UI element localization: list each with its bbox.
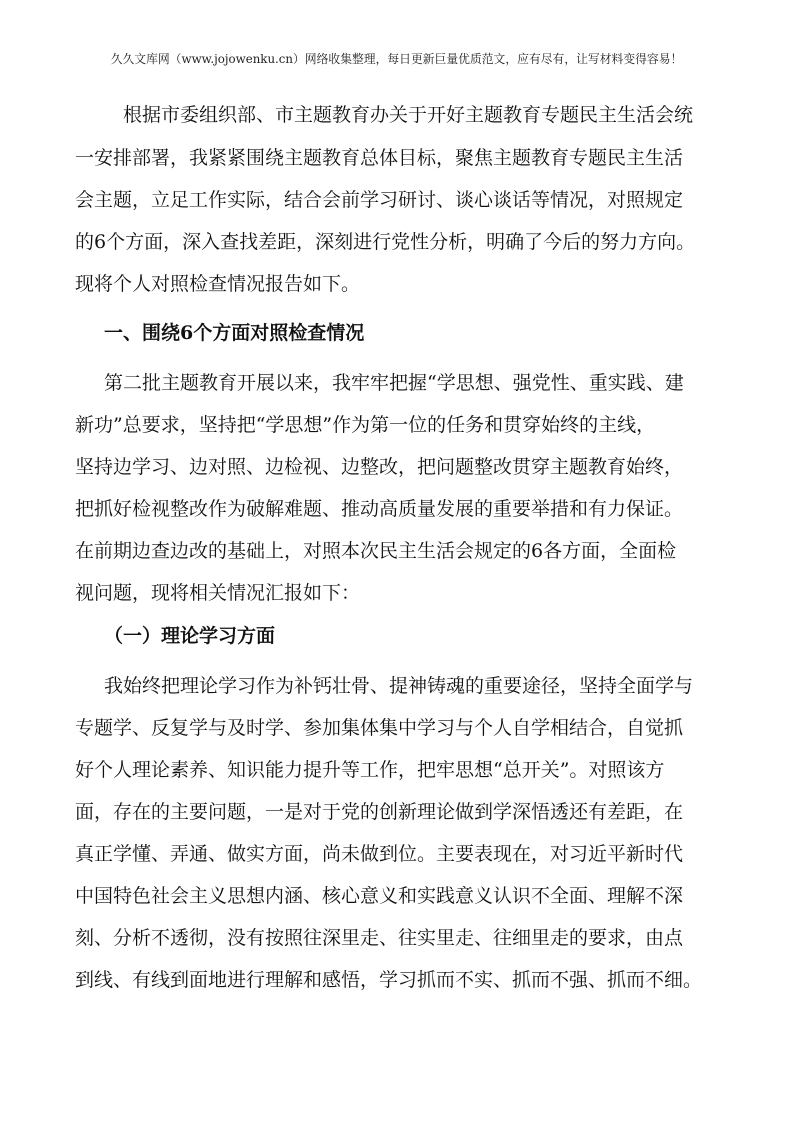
text-line: 会主题，立足工作实际，结合会前学习研讨、谈心谈话等情况，对照规定: [75, 189, 684, 211]
text-line: 专题学、反复学与及时学、参加集体集中学习与个人自学相结合，自觉抓: [75, 717, 684, 739]
text-line: 中国特色社会主义思想内涵、核心意义和实践意义认识不全面、理解不深: [75, 885, 684, 907]
text-line: 一安排部署，我紧紧围绕主题教育总体目标，聚焦主题教育专题民主生活: [75, 147, 684, 169]
text-line: 现将个人对照检查情况报告如下。: [75, 273, 361, 295]
heading-text: 一、围绕6个方面对照检查情况: [104, 322, 365, 344]
text-line: 刻、分析不透彻，没有按照往深里走、往实里走、往细里走的要求，由点: [75, 927, 684, 949]
text-line: 在前期边查边改的基础上，对照本次民主生活会规定的6各方面，全面检: [75, 540, 677, 562]
text-line: 坚持边学习、边对照、边检视、边整改，把问题整改贯穿主题教育始终，: [75, 456, 684, 478]
text-line: 根据市委组织部、市主题教育办关于开好主题教育专题民主生活会统: [123, 104, 694, 126]
text-line: 我始终把理论学习作为补钙壮骨、提神铸魂的重要途径，坚持全面学与: [104, 675, 694, 697]
text-line: 的6个方面，深入查找差距，深刻进行党性分析，明确了今后的努力方向。: [75, 231, 696, 253]
text-line: 新功”总要求，坚持把“学思想”作为第一位的任务和贯穿始终的主线，: [75, 414, 656, 436]
text-line: 第二批主题教育开展以来，我牢牢把握“学思想、强党性、重实践、建: [104, 372, 684, 394]
text-line: 好个人理论素养、知识能力提升等工作，把牢思想“总开关”。对照该方: [75, 759, 665, 781]
text-line: 把抓好检视整改作为破解难题、推动高质量发展的重要举措和有力保证。: [75, 498, 684, 520]
text-line: 视问题，现将相关情况汇报如下：: [75, 582, 361, 604]
text-line: 真正学懂、弄通、做实方面，尚未做到位。主要表现在，对习近平新时代: [75, 843, 684, 865]
text-line: 面，存在的主要问题，一是对于党的创新理论做到学深悟透还有差距，在: [75, 801, 684, 823]
text-line: 到线、有线到面地进行理解和感悟，学习抓而不实、抓而不强、抓而不细。: [75, 969, 703, 991]
heading-text: （一）理论学习方面: [104, 625, 276, 647]
page-header: 久久文库网（www.jojowenku.cn）网络收集整理，每日更新巨量优质范文，应有尽有，让写材料变得容易！: [110, 52, 683, 66]
